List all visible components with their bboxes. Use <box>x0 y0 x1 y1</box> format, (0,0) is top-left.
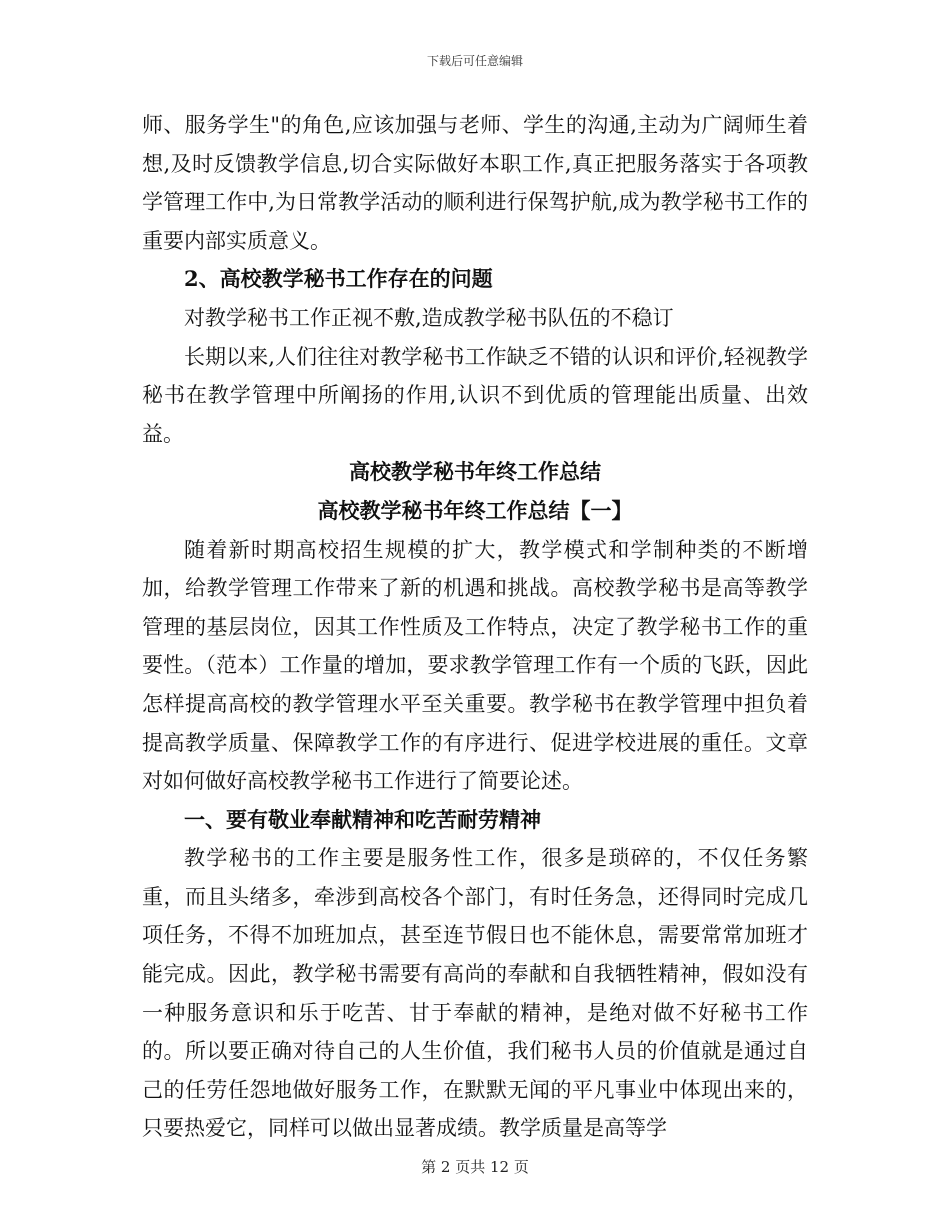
paragraph: 教学秘书的工作主要是服务性工作，很多是琐碎的，不仅任务繁重，而且头绪多，牵涉到高校各个部门，有时任务急，还得同时完成几项任务，不得不加班加点，甚至连节假日也不能休息，需要常常加班才能完成。因此，教学秘书需要有高尚的奉献和自我牺牲精神，假如没有一种服务意识和乐于吃苦、甘于奉献的精神，是绝对做不好秘书工作的。所以要正确对待自己的人生价值，我们秘书人员的价值就是通过自己的任劳任怨地做好服务工作，在默默无闻的平凡事业中体现出来的，只要热爱它，同样可以做出显著成绩。教学质量是高等学 <box>142 846 808 1141</box>
page-footer: 第 2 页共 12 页 <box>421 1158 529 1176</box>
paragraph: 对教学秘书工作正视不敷,造成教学秘书队伍的不稳订 <box>184 305 674 330</box>
page-header: 下载后可任意编辑 <box>426 54 523 68</box>
section-heading: 2、高校教学秘书工作存在的问题 <box>184 266 493 292</box>
paragraph: 师、服务学生"的角色,应该加强与老师、学生的沟通,主动为广阔师生着想,及时反馈教学信息,切合实际做好本职工作,真正把服务落实于各项教学管理工作中,为日常教学活动的顺利进行保驾护航,成为教学秘书工作的重要内部实质意义。 <box>142 113 808 253</box>
section-heading: 一、要有敬业奉献精神和吃苦耐劳精神 <box>184 806 541 832</box>
paragraph: 长期以来,人们往往对教学秘书工作缺乏不错的认识和评价,轻视教学秘书在教学管理中所阐扬的作用,认识不到优质的管理能出质量、出效益。 <box>142 344 808 446</box>
document-body <box>142 106 808 1148</box>
paragraph: 随着新时期高校招生规模的扩大，教学模式和学制种类的不断增加，给教学管理工作带来了新的机遇和挑战。高校教学秘书是高等教学管理的基层岗位，因其工作性质及工作特点，决定了教学秘书工作的重要性。（范本）工作量的增加，要求教学管理工作有一个质的飞跃，因此怎样提高高校的教学管理水平至关重要。教学秘书在教学管理中担负着提高教学质量、保障教学工作的有序进行、促进学校进展的重任。文章对如何做好高校教学秘书工作进行了简要论述。 <box>142 537 808 794</box>
document-title: 高校教学秘书年终工作总结 <box>349 459 601 485</box>
document-subtitle: 高校教学秘书年终工作总结【一】 <box>317 497 633 523</box>
